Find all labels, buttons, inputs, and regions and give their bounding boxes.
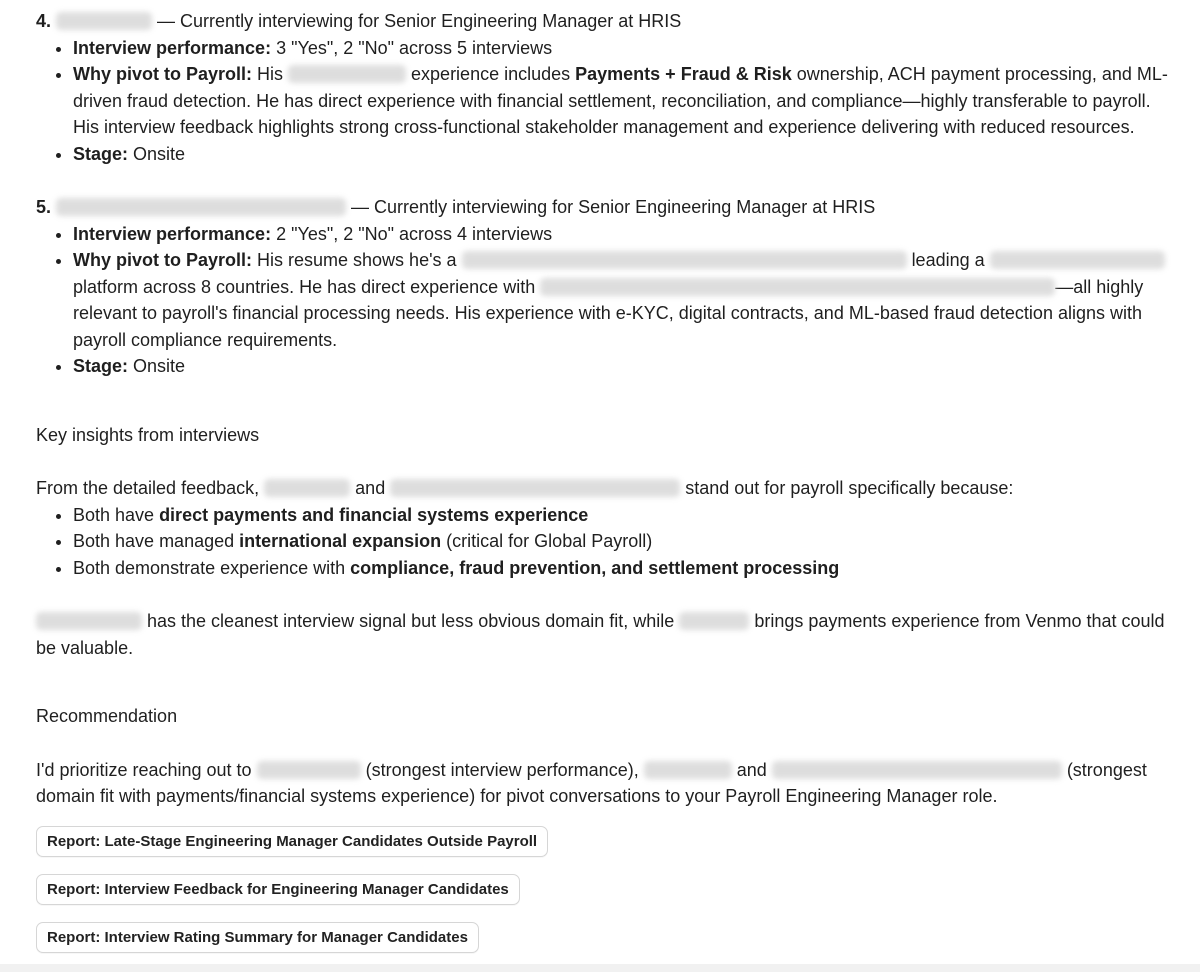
candidate-4-details: [36, 35, 1176, 168]
bullet-text: Both have: [73, 504, 160, 525]
redacted-text: [462, 251, 907, 269]
list-item: [73, 353, 1176, 380]
report-button-interview-feedback[interactable]: Report: Interview Feedback for Engineering Manager Candidates: [36, 874, 520, 905]
list-item: [73, 247, 1176, 353]
insights-heading: Key insights from interviews: [36, 424, 260, 445]
candidate-role: — Currently interviewing for Senior Engineering Manager at HRIS: [351, 197, 876, 217]
insights-list: [36, 502, 1176, 582]
candidate-5-details: [36, 221, 1176, 380]
rec-text: I'd prioritize reaching out to: [36, 759, 252, 780]
intro-text: stand out for payroll specifically because:: [685, 478, 1014, 498]
candidate-5-heading: [36, 194, 1176, 221]
stage-value: Onsite: [128, 143, 186, 164]
perf-value: 2 "Yes", 2 "No" across 4 interviews: [271, 223, 553, 244]
list-item: [73, 221, 1176, 248]
redacted-name: [257, 761, 361, 779]
why-text: His resume shows he's a: [252, 250, 457, 270]
rec-text: and: [736, 759, 767, 780]
redacted-name: [56, 198, 346, 216]
bullet-text: (critical for Global Payroll): [441, 531, 653, 551]
signal-text: brings payments experience from Venmo that could be valuable.: [36, 611, 1165, 658]
candidate-role: — Currently interviewing for Senior Engineering Manager at HRIS: [157, 11, 682, 31]
why-text: ownership, ACH payment processing, and ML-driven fraud detection. He has direct experience with financial settlement, reconciliation, and compliance—highly transferable to payroll. His interview feedback highlights strong cross-functional stakeholder management and experience delivering with reduced resources.: [73, 64, 1168, 137]
why-text: platform across 8 countries. He has direct experience with: [73, 276, 536, 297]
redacted-text: [540, 278, 1055, 296]
redacted-name: [772, 761, 1062, 779]
list-item: [73, 555, 1176, 582]
bottom-bar: [0, 964, 1200, 972]
why-text: His: [252, 64, 289, 84]
why-bold: Payments + Fraud & Risk: [575, 64, 792, 84]
bullet-bold: direct payments and financial systems experience: [159, 504, 589, 525]
insights-intro: [36, 475, 1176, 502]
intro-text: and: [355, 478, 386, 498]
bullet-text: Both demonstrate experience with: [73, 557, 351, 578]
report-button-rating-summary[interactable]: Report: Interview Rating Summary for Manager Candidates: [36, 922, 479, 953]
candidate-number: 4.: [36, 11, 52, 31]
redacted-name: [56, 12, 152, 30]
list-item: [73, 141, 1176, 168]
why-label: Why pivot to Payroll:: [73, 64, 253, 84]
stage-value: Onsite: [128, 356, 186, 376]
stage-label: Stage:: [73, 356, 129, 376]
insights-signal: [36, 608, 1176, 661]
chat-message-content: [36, 8, 1176, 970]
perf-label: Interview performance:: [73, 37, 272, 58]
recommendation-heading: Recommendation: [36, 706, 178, 726]
redacted-text: [288, 65, 406, 83]
report-button-late-stage[interactable]: Report: Late-Stage Engineering Manager Candidates Outside Payroll: [36, 826, 548, 857]
bullet-text: Both have managed: [73, 531, 240, 551]
candidate-4-heading: [36, 8, 1176, 35]
why-text: experience includes: [411, 64, 576, 84]
intro-text: From the detailed feedback,: [36, 478, 260, 498]
why-text: leading a: [911, 250, 985, 270]
why-label: Why pivot to Payroll:: [73, 250, 253, 270]
redacted-name: [36, 612, 142, 630]
stage-label: Stage:: [73, 143, 129, 164]
candidate-number: 5.: [36, 197, 52, 217]
redacted-name: [390, 479, 680, 497]
rec-text: (strongest interview performance),: [365, 759, 639, 780]
redacted-name: [644, 761, 732, 779]
redacted-text: [990, 251, 1165, 269]
list-item: [73, 61, 1176, 141]
list-item: [73, 35, 1176, 62]
perf-label: Interview performance:: [73, 223, 272, 244]
rec-text: (strongest domain fit with payments/financial systems experience) for pivot conversations to your Payroll Engineering Manager role.: [36, 759, 1147, 806]
signal-text: has the cleanest interview signal but less obvious domain fit, while: [147, 611, 675, 631]
perf-value: 3 "Yes", 2 "No" across 5 interviews: [271, 37, 553, 58]
list-item: [73, 502, 1176, 529]
bullet-bold: international expansion: [239, 531, 442, 551]
redacted-name: [264, 479, 350, 497]
redacted-name: [679, 612, 749, 630]
recommendation-text: [36, 757, 1176, 810]
list-item: [73, 528, 1176, 555]
report-links: [36, 826, 1176, 970]
why-text: —all highly relevant to payroll's financial processing needs. His experience with e-KYC, digital contracts, and ML-based fraud detection aligns with payroll compliance requirements.: [73, 276, 1144, 350]
bullet-bold: compliance, fraud prevention, and settlement processing: [350, 557, 840, 578]
